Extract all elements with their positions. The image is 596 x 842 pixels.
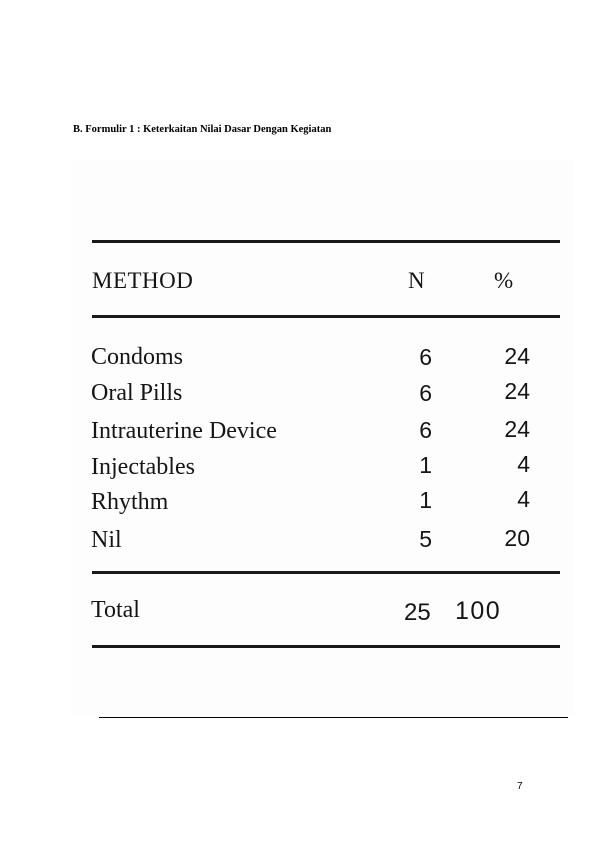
table-bottom-rule [92, 645, 560, 648]
table-top-rule [92, 240, 560, 243]
row-percent: 4 [517, 451, 530, 477]
row-method: Nil [91, 527, 122, 553]
section-heading: B. Formulir 1 : Keterkaitan Nilai Dasar Dengan Kegiatan [73, 124, 332, 135]
row-method: Injectables [91, 454, 195, 480]
row-n: 6 [419, 344, 432, 370]
row-method: Condoms [91, 344, 184, 370]
header-n: N [408, 268, 425, 293]
total-n: 25 [404, 599, 431, 626]
total-top-rule [92, 571, 560, 574]
row-n: 6 [419, 417, 432, 443]
footer-divider [99, 717, 568, 718]
page-number: 7 [517, 781, 523, 792]
row-percent: 24 [504, 416, 530, 442]
row-percent: 24 [504, 343, 530, 369]
row-n: 1 [419, 487, 432, 513]
scanned-table-image [70, 160, 574, 716]
row-n: 5 [419, 526, 432, 552]
header-method: METHOD [92, 268, 194, 293]
row-percent: 4 [517, 486, 530, 512]
row-method: Oral Pills [91, 380, 183, 406]
row-n: 6 [419, 380, 432, 406]
header-rule [92, 315, 560, 318]
header-percent: % [494, 268, 514, 293]
row-method: Rhythm [91, 489, 169, 515]
total-label: Total [91, 597, 140, 623]
row-method: Intrauterine Device [91, 418, 277, 444]
total-percent: 100 [455, 597, 502, 625]
row-percent: 24 [504, 378, 530, 404]
row-percent: 20 [504, 525, 530, 551]
row-n: 1 [419, 452, 432, 478]
